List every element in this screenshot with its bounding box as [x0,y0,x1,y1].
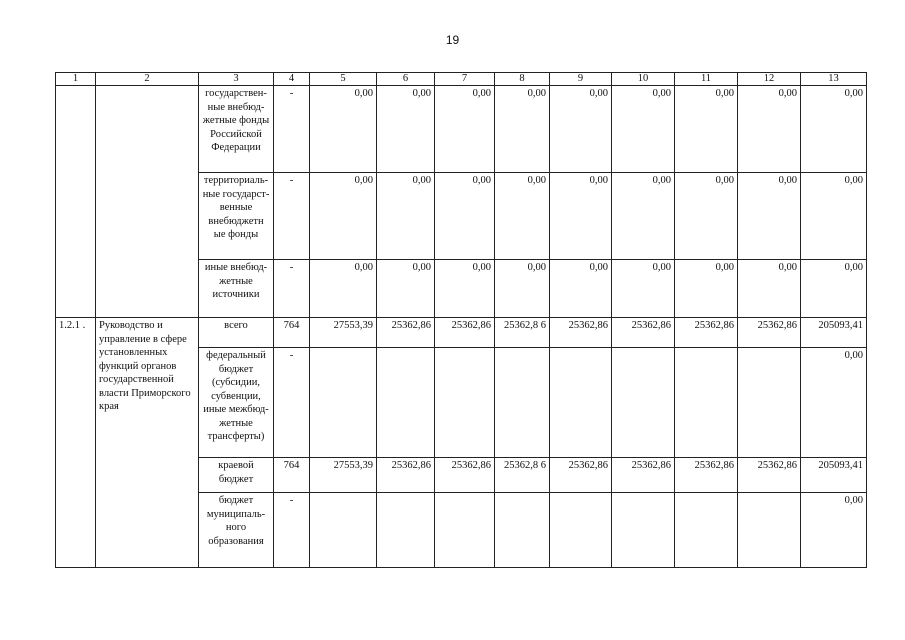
value-cell: 0,00 [550,260,612,318]
code-cell: - [274,86,310,173]
value-cell: 0,00 [377,173,435,260]
header-cell: 12 [738,73,801,86]
value-cell: 0,00 [495,173,550,260]
value-cell: 0,00 [310,173,377,260]
value-cell [495,348,550,458]
header-row [56,73,867,86]
value-cell: 0,00 [550,86,612,173]
value-cell: 0,00 [801,86,867,173]
value-cell: 0,00 [612,86,675,173]
value-cell [495,493,550,568]
header-cell: 6 [377,73,435,86]
value-cell: 0,00 [801,348,867,458]
value-cell [377,493,435,568]
value-cell: 0,00 [435,86,495,173]
value-cell: 27553,39 [310,318,377,348]
value-cell: 0,00 [675,173,738,260]
source-cell: бюджет муниципаль-ного образования [199,493,274,568]
value-cell: 0,00 [310,86,377,173]
header-cell: 9 [550,73,612,86]
value-cell: 0,00 [435,260,495,318]
value-cell: 25362,86 [675,458,738,493]
value-cell: 25362,86 [550,318,612,348]
value-cell [310,348,377,458]
value-cell: 25362,86 [377,458,435,493]
table-row [56,318,867,348]
value-cell: 25362,86 [435,458,495,493]
value-cell [550,348,612,458]
code-cell: - [274,260,310,318]
value-cell: 0,00 [550,173,612,260]
value-cell [675,493,738,568]
value-cell: 0,00 [675,260,738,318]
value-cell: 25362,86 [550,458,612,493]
value-cell [612,493,675,568]
header-cell: 5 [310,73,377,86]
table-row [56,86,867,173]
value-cell: 205093,41 [801,458,867,493]
value-cell: 205093,41 [801,318,867,348]
value-cell: 0,00 [801,173,867,260]
value-cell [435,348,495,458]
code-cell: - [274,173,310,260]
header-cell: 10 [612,73,675,86]
value-cell: 0,00 [738,86,801,173]
source-cell: федеральный бюджет (субсидии, субвенции, иные межбюд-жетные трансферты) [199,348,274,458]
value-cell [435,493,495,568]
value-cell: 0,00 [495,260,550,318]
value-cell: 0,00 [377,86,435,173]
value-cell: 0,00 [612,260,675,318]
value-cell: 25362,8 6 [495,318,550,348]
value-cell: 0,00 [675,86,738,173]
header-cell: 1 [56,73,96,86]
value-cell [550,493,612,568]
value-cell: 25362,86 [738,458,801,493]
value-cell: 0,00 [612,173,675,260]
source-cell: государствен-ные внебюд-жетные фонды Российской Федерации [199,86,274,173]
value-cell: 25362,8 6 [495,458,550,493]
budget-table [55,72,867,568]
value-cell: 0,00 [495,86,550,173]
value-cell: 0,00 [738,260,801,318]
value-cell: 0,00 [310,260,377,318]
header-cell: 13 [801,73,867,86]
value-cell [377,348,435,458]
value-cell: 27553,39 [310,458,377,493]
value-cell [738,348,801,458]
value-cell: 25362,86 [377,318,435,348]
value-cell: 25362,86 [435,318,495,348]
header-cell: 11 [675,73,738,86]
index-cell-empty [56,86,96,318]
value-cell: 0,00 [801,260,867,318]
source-cell: территориаль-ные государст-венные внебюджетн ые фонды [199,173,274,260]
code-cell: - [274,348,310,458]
header-cell: 3 [199,73,274,86]
name-cell: Руководство и управление в сфере установленных функций органов государственной власти Приморского края [96,318,199,568]
index-cell: 1.2.1 . [56,318,96,568]
source-cell: всего [199,318,274,348]
header-cell: 2 [96,73,199,86]
value-cell: 0,00 [801,493,867,568]
value-cell: 25362,86 [612,318,675,348]
source-cell: краевой бюджет [199,458,274,493]
name-cell-empty [96,86,199,318]
header-cell: 8 [495,73,550,86]
code-cell: 764 [274,318,310,348]
value-cell: 0,00 [738,173,801,260]
value-cell: 25362,86 [738,318,801,348]
header-cell: 7 [435,73,495,86]
page-number: 19 [445,33,460,47]
value-cell [738,493,801,568]
value-cell: 25362,86 [675,318,738,348]
value-cell [310,493,377,568]
source-cell: иные внебюд-жетные источники [199,260,274,318]
header-cell: 4 [274,73,310,86]
value-cell: 0,00 [377,260,435,318]
value-cell: 25362,86 [612,458,675,493]
code-cell: - [274,493,310,568]
code-cell: 764 [274,458,310,493]
value-cell [612,348,675,458]
value-cell: 0,00 [435,173,495,260]
value-cell [675,348,738,458]
